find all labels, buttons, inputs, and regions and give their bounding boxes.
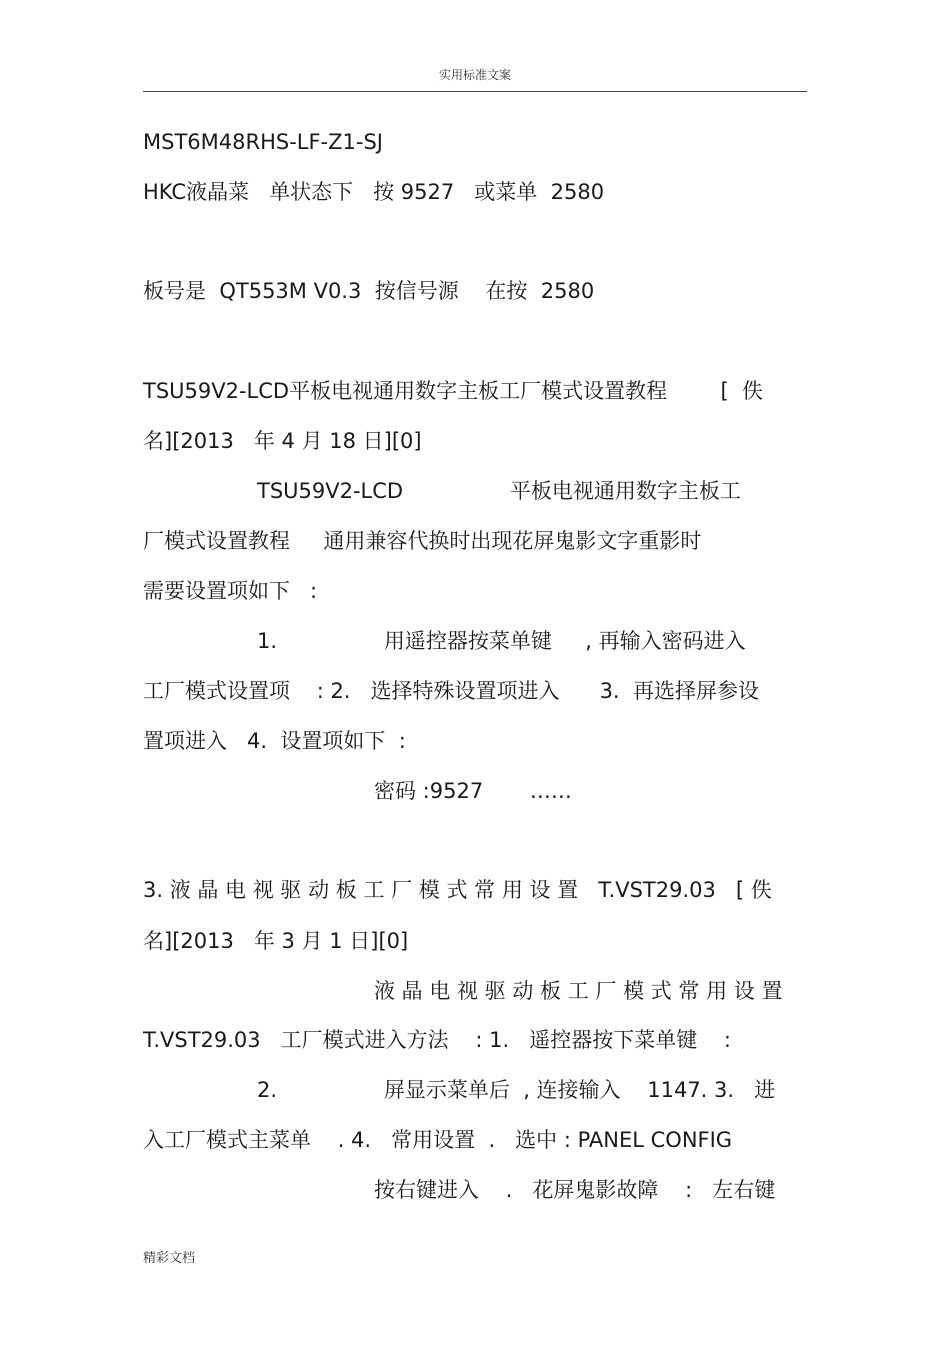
text-line: 2. 屏显示菜单后 , 连接输入 1147. 3. 进: [257, 1078, 776, 1102]
text-line: 工厂模式设置项 : 2. 选择特殊设置项进入 3. 再选择屏参设: [143, 679, 759, 703]
text-line: HKC液晶菜 单状态下 按 9527 或菜单 2580: [143, 180, 605, 204]
text-line: MST6M48RHS-LF-Z1-SJ: [143, 130, 383, 154]
text-line: 需要设置项如下 :: [143, 579, 318, 603]
text-line: 按右键进入 . 花屏鬼影故障 : 左右键: [374, 1178, 776, 1202]
text-line: 液 晶 电 视 驱 动 板 工 厂 模 式 常 用 设 置: [374, 979, 783, 1003]
page-footer: 精彩文档: [143, 1251, 196, 1266]
text-line: 密码 :9527 ……: [374, 779, 572, 803]
text-line: 3. 液 晶 电 视 驱 动 板 工 厂 模 式 常 用 设 置 T.VST29.03 [ 佚: [143, 878, 772, 902]
text-line: 名][2013 年 3 月 1 日][0]: [143, 929, 409, 953]
text-line: 入工厂模式主菜单 . 4. 常用设置 . 选中 : PANEL CONFIG: [143, 1128, 733, 1152]
page-header: 实用标准文案: [438, 68, 511, 82]
header-divider: [143, 91, 807, 92]
text-line: TSU59V2-LCD 平板电视通用数字主板工: [257, 479, 741, 503]
text-line: 板号是 QT553M V0.3 按信号源 在按 2580: [143, 279, 595, 303]
text-line: 置项进入 4. 设置项如下 :: [143, 729, 406, 753]
text-line: 名][2013 年 4 月 18 日][0]: [143, 429, 422, 453]
text-line: TSU59V2-LCD平板电视通用数字主板工厂模式设置教程 [ 佚: [143, 379, 764, 403]
text-line: 厂模式设置教程 通用兼容代换时出现花屏鬼影文字重影时: [143, 529, 702, 553]
text-line: T.VST29.03 工厂模式进入方法 : 1. 遥控器按下菜单键 :: [143, 1028, 731, 1052]
text-line: 1. 用遥控器按菜单键 , 再输入密码进入: [257, 629, 746, 653]
